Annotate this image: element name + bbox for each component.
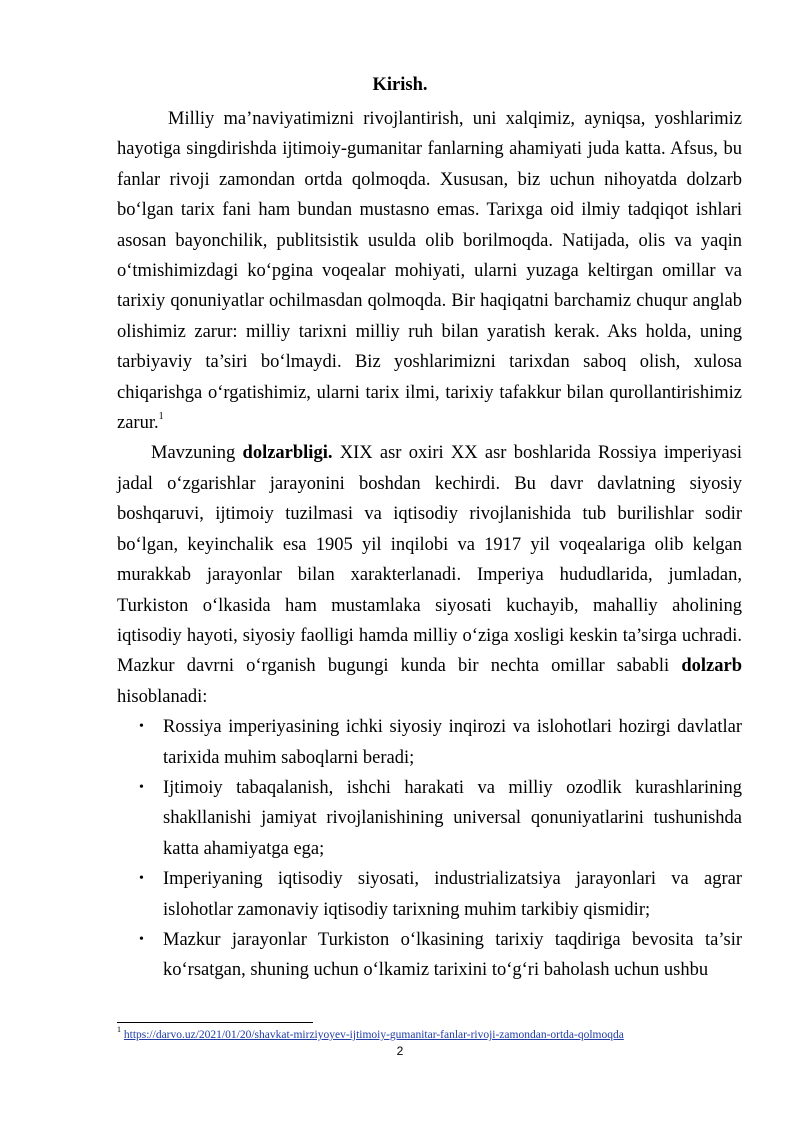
footnote-separator bbox=[117, 1022, 313, 1023]
bullet-icon: • bbox=[139, 871, 144, 887]
bullet-icon: • bbox=[139, 779, 144, 795]
bullet-icon: • bbox=[139, 719, 144, 735]
relevance-text: XIX asr oxiri XX asr boshlarida Rossiya imperiyasi jadal o‘zgarishlar jarayonini boshdan kechirdi. Bu davr davlatning siyosiy boshqaruvi, ijtimoiy tuzilmasi va iqtisodiy rivojlanishida tub burilishlar sodir bo‘lgan, keyinchalik esa 1905 yil inqilobi va 1917 yil voqealariga olib kelgan murakkab jarayonlar bilan xarakterlanadi. Imperiya hududlarida, jumladan, Turkiston o‘lkasida ham mustamlaka siyosati kuchayib, mahalliy aholining iqtisodiy hayoti, siyosiy faolligi hamda milliy o‘ziga xosligi keskin ta’sirga uchradi. Mazkur davrni o‘rganish bugungi kunda bir nechta omillar sababli bbox=[117, 443, 742, 677]
list-item bbox=[117, 712, 742, 773]
body-text bbox=[117, 104, 742, 986]
relevance-list bbox=[117, 712, 742, 986]
list-item bbox=[117, 925, 742, 986]
relevance-bold-end: dolzarb bbox=[681, 656, 742, 677]
list-item bbox=[117, 864, 742, 925]
section-title: Kirish. bbox=[372, 75, 428, 95]
list-item-text: Imperiyaning iqtisodiy siyosati, industrializatsiya jarayonlari va agrar islohotlar zamonaviy iqtisodiy tarixning muhim tarkibiy qismidir; bbox=[163, 869, 742, 920]
page-number: 2 bbox=[396, 1044, 404, 1058]
footnote-reference[interactable]: 1 bbox=[158, 410, 164, 422]
list-item-text: Rossiya imperiyasining ichki siyosiy inqirozi va islohotlari hozirgi davlatlar tarixida muhim saboqlarni beradi; bbox=[163, 717, 742, 768]
bullet-icon: • bbox=[139, 931, 144, 947]
list-item bbox=[117, 773, 742, 864]
list-item-text: Ijtimoiy tabaqalanish, ishchi harakati va milliy ozodlik kurashlarining shakllanishi jamiyat rivojlanishining universal qonuniyatlarini tushunishda katta ahamiyatga ega; bbox=[163, 777, 742, 859]
relevance-paragraph bbox=[117, 438, 742, 712]
list-item-text: Mazkur jarayonlar Turkiston o‘lkasining tarixiy taqdiriga bevosita ta’sir ko‘rsatgan, shuning uchun o‘lkamiz tarixini to‘g‘ri baholash uchun ushbu bbox=[163, 929, 742, 981]
footnote bbox=[117, 1025, 777, 1042]
relevance-lead: Mavzuning bbox=[151, 443, 243, 464]
footnote-link[interactable]: https://darvo.uz/2021/01/20/shavkat-mirziyoyev-ijtimoiy-gumanitar-fanlar-rivoji-zamondan-ortda-qolmoqda bbox=[123, 1029, 624, 1041]
relevance-end: hisoblanadi: bbox=[117, 686, 208, 707]
relevance-bold-term: dolzarbligi. bbox=[242, 443, 333, 464]
intro-paragraph bbox=[117, 104, 742, 438]
footnote-number: 1 bbox=[117, 1025, 121, 1035]
intro-text: Milliy ma’naviyatimizni rivojlantirish, uni xalqimiz, ayniqsa, yoshlarimiz hayotiga singdirishda ijtimoiy-gumanitar fanlarning ahamiyati juda katta. Afsus, bu fanlar rivoji zamondan ortda qolmoqda. Xususan, biz uchun nihoyatda dolzarb bo‘lgan tarix fani ham bundan mustasno emas. Tarixga oid ilmiy tadqiqot ishlari asosan bayonchilik, publitsistik usulda olib borilmoqda. Natijada, olis va yaqin o‘tmishimizdagi ko‘pgina voqealar mohiyati, ularni yuzaga keltirgan omillar va tarixiy qonuniyatlar ochilmasdan qolmoqda. Bir haqiqatni barchamiz chuqur anglab olishimiz zarur: milliy tarixni milliy ruh bilan yaratish kerak. Aks holda, uning tarbiyaviy ta’siri bo‘lmaydi. Biz yoshlarimizni tarixdan saboq olish, xulosa chiqarishga o‘rgatishimiz, ularni tarix ilmi, tarixiy tafakkur bilan qurollantirishimiz zarur. bbox=[117, 109, 742, 434]
